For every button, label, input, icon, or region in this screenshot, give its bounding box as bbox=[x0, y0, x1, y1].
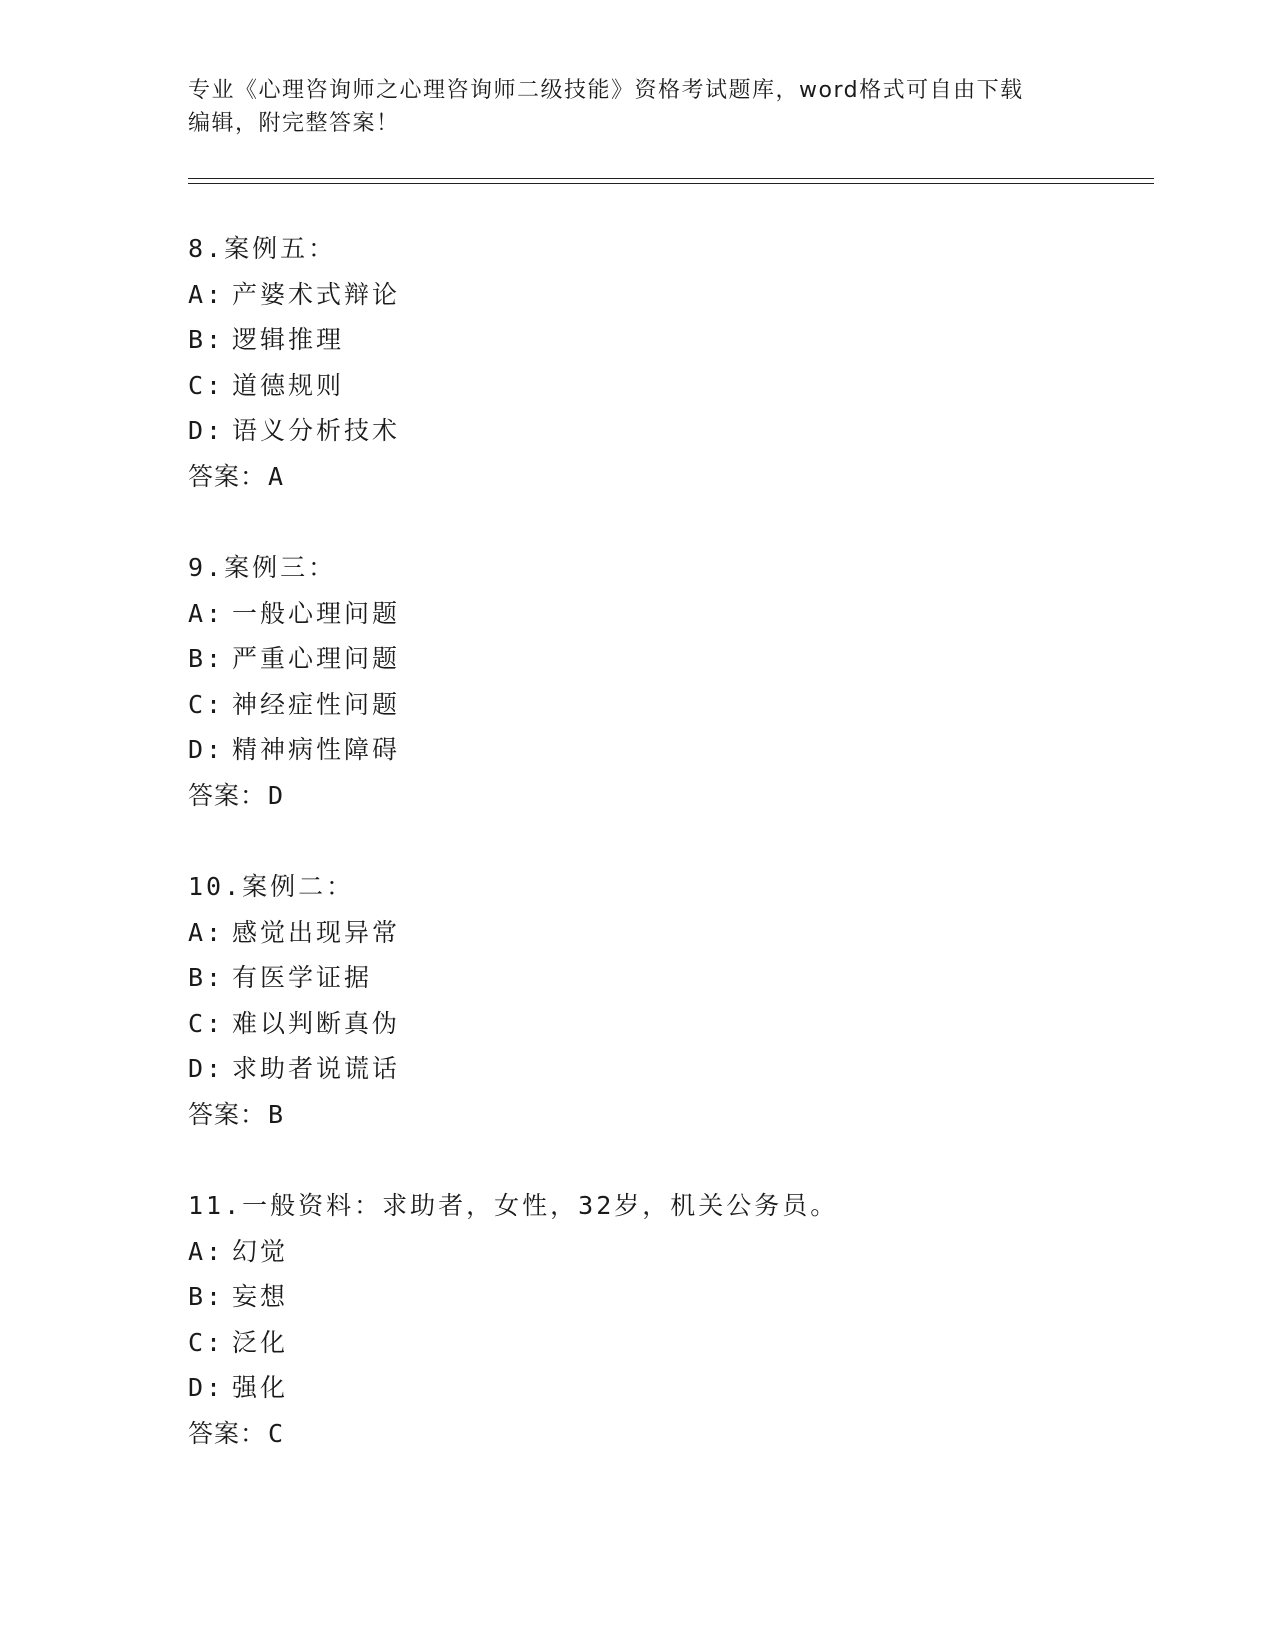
option-label: D: bbox=[188, 1054, 225, 1083]
option-d bbox=[188, 727, 1148, 773]
answer-line bbox=[188, 1092, 1148, 1138]
option-label: C: bbox=[188, 1327, 225, 1357]
question-10 bbox=[188, 864, 1148, 1137]
answer-value: A bbox=[268, 461, 285, 491]
option-a bbox=[188, 272, 1148, 318]
question-stem: 11.一般资料：求助者，女性，32岁，机关公务员。 bbox=[188, 1191, 839, 1220]
option-c bbox=[188, 682, 1148, 728]
option-label: D: bbox=[188, 735, 225, 764]
answer-value: D bbox=[268, 780, 285, 810]
option-a bbox=[188, 910, 1148, 956]
option-text: 严重心理问题 bbox=[232, 644, 401, 673]
answer-line bbox=[188, 773, 1148, 819]
header-line-2: 编辑，附完整答案！ bbox=[188, 111, 400, 136]
answer-label: 答案： bbox=[188, 1418, 267, 1448]
option-text: 感觉出现异常 bbox=[232, 917, 401, 947]
answer-value: B bbox=[268, 1099, 285, 1129]
option-label: A: bbox=[188, 279, 225, 309]
answer-label: 答案： bbox=[188, 461, 267, 491]
option-text: 神经症性问题 bbox=[232, 689, 401, 719]
question-8 bbox=[188, 226, 1148, 499]
option-text: 逻辑推理 bbox=[232, 325, 345, 354]
option-label: D: bbox=[188, 416, 225, 445]
option-text: 道德规则 bbox=[232, 370, 345, 400]
answer-line bbox=[188, 454, 1148, 500]
option-label: B: bbox=[188, 644, 225, 673]
answer-line bbox=[188, 1411, 1148, 1457]
option-text: 求助者说谎话 bbox=[232, 1054, 401, 1083]
option-label: C: bbox=[188, 689, 225, 719]
question-11 bbox=[188, 1183, 1148, 1456]
option-a bbox=[188, 1229, 1148, 1275]
option-label: A: bbox=[188, 598, 225, 628]
header-line-1: 专业《心理咨询师之心理咨询师二级技能》资格考试题库，word格式可自由下载 bbox=[188, 78, 1024, 103]
option-d bbox=[188, 1046, 1148, 1092]
option-text: 妄想 bbox=[232, 1282, 289, 1311]
header-divider-top bbox=[188, 178, 1154, 179]
answer-label: 答案： bbox=[188, 780, 267, 810]
option-label: B: bbox=[188, 963, 225, 992]
option-b bbox=[188, 317, 1148, 363]
option-c bbox=[188, 1320, 1148, 1366]
option-a bbox=[188, 591, 1148, 637]
answer-label: 答案： bbox=[188, 1099, 267, 1129]
option-text: 强化 bbox=[232, 1373, 289, 1402]
option-b bbox=[188, 1274, 1148, 1320]
option-text: 泛化 bbox=[232, 1327, 289, 1357]
option-label: D: bbox=[188, 1373, 225, 1402]
question-stem: 9.案例三： bbox=[188, 553, 337, 582]
option-text: 难以判断真伪 bbox=[232, 1008, 401, 1038]
option-label: B: bbox=[188, 325, 225, 354]
option-text: 语义分析技术 bbox=[232, 416, 401, 445]
option-text: 一般心理问题 bbox=[232, 598, 401, 628]
option-text: 精神病性障碍 bbox=[232, 735, 401, 764]
option-d bbox=[188, 408, 1148, 454]
option-b bbox=[188, 955, 1148, 1001]
option-label: A: bbox=[188, 917, 225, 947]
option-text: 产婆术式辩论 bbox=[232, 279, 401, 309]
question-stem: 8.案例五： bbox=[188, 234, 337, 263]
option-label: B: bbox=[188, 1282, 225, 1311]
option-text: 有医学证据 bbox=[232, 963, 373, 992]
option-text: 幻觉 bbox=[232, 1236, 289, 1266]
option-label: A: bbox=[188, 1236, 225, 1266]
option-c bbox=[188, 363, 1148, 409]
option-b bbox=[188, 636, 1148, 682]
document-header bbox=[188, 74, 1068, 140]
option-c bbox=[188, 1001, 1148, 1047]
option-label: C: bbox=[188, 1008, 225, 1038]
header-divider-bottom bbox=[188, 183, 1154, 184]
answer-value: C bbox=[268, 1418, 285, 1448]
option-d bbox=[188, 1365, 1148, 1411]
question-stem: 10.案例二： bbox=[188, 872, 355, 901]
option-label: C: bbox=[188, 370, 225, 400]
question-9 bbox=[188, 545, 1148, 818]
